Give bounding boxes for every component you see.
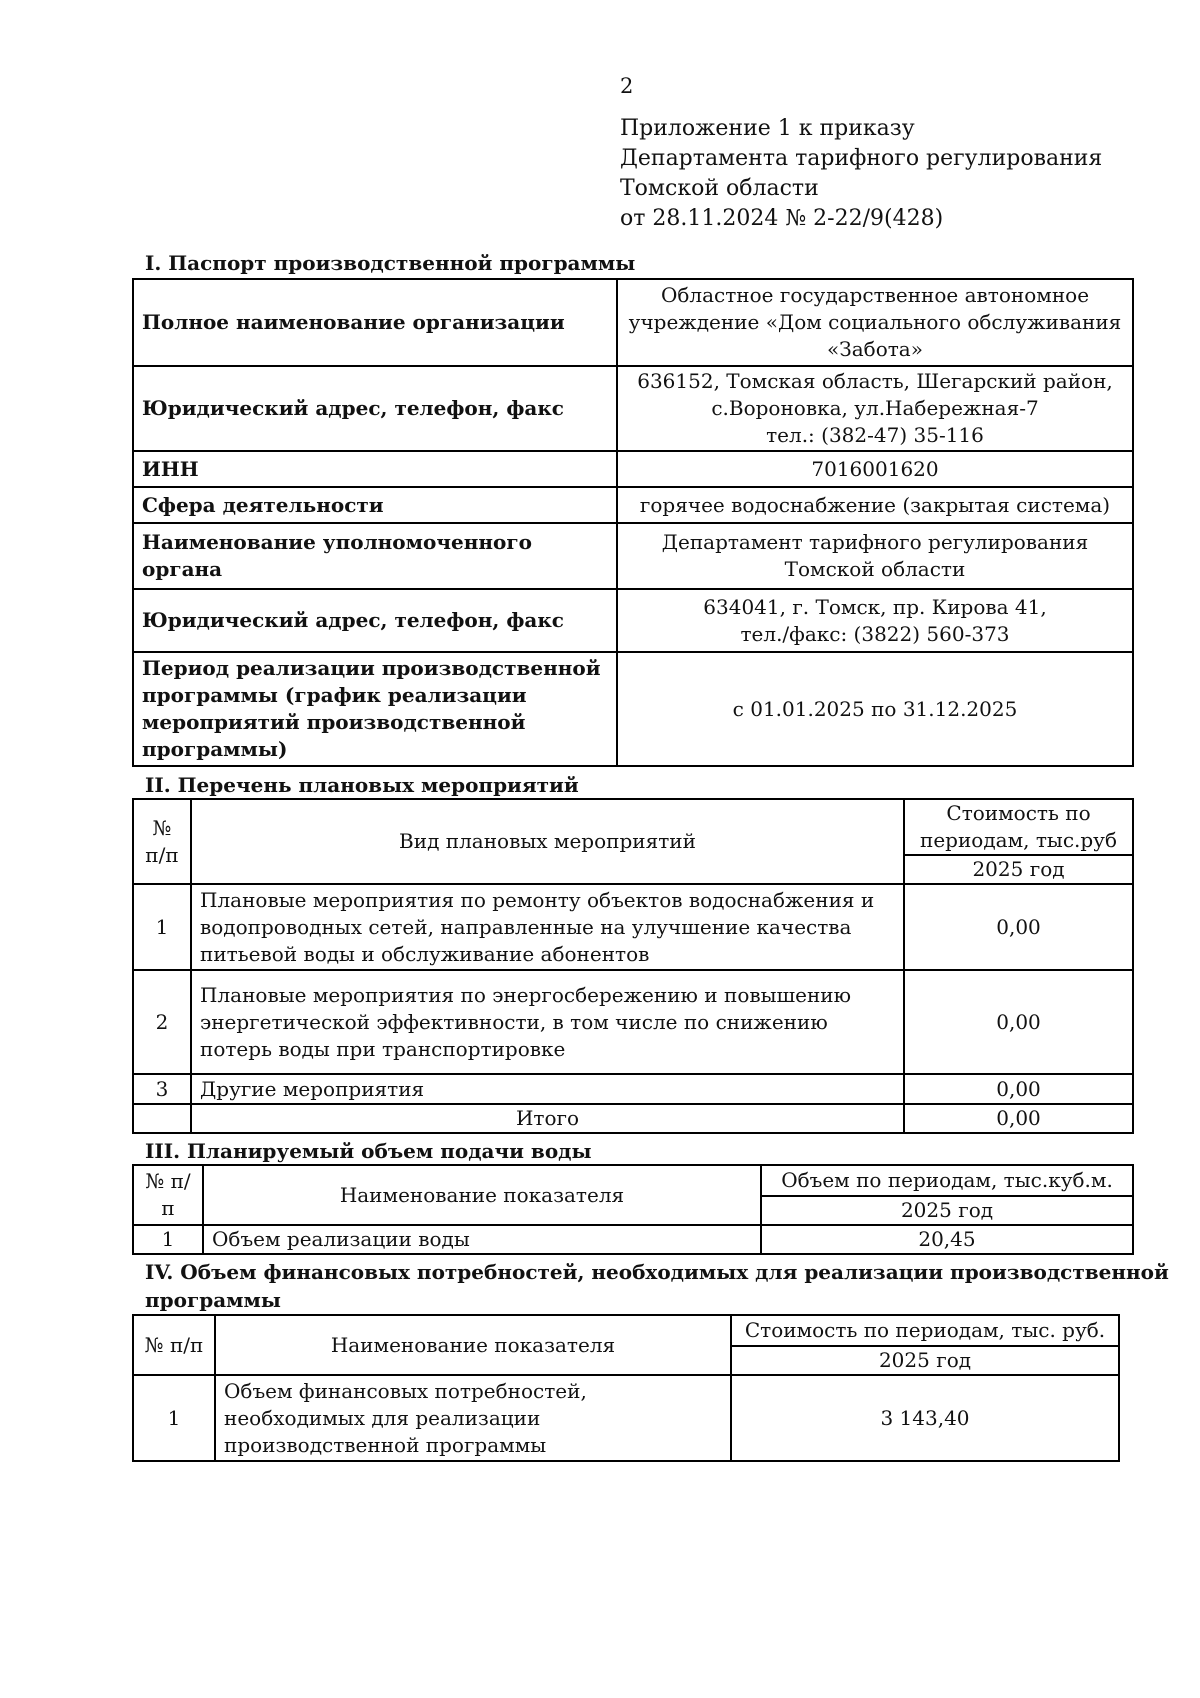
passport-value: Областное государственное автономное учреждение «Дом социального обслуживания «Забота» [617, 279, 1133, 366]
passport-label: Период реализации производственной программы (график реализации мероприятий производственной программы) [133, 652, 617, 766]
passport-value [617, 366, 1133, 451]
column-header-cost: Стоимость по периодам, тыс. руб. [731, 1315, 1119, 1346]
passport-value: Департамент тарифного регулирования Томской области [617, 523, 1133, 589]
table-row [133, 366, 1133, 451]
passport-label: ИНН [133, 451, 617, 487]
column-header-year: 2025 год [761, 1196, 1133, 1225]
column-header-volume: Объем по периодам, тыс.куб.м. [761, 1165, 1133, 1196]
row-number: 2 [133, 970, 191, 1074]
section-1-heading: I. Паспорт производственной программы [145, 251, 636, 275]
passport-label: Полное наименование организации [133, 279, 617, 366]
volume-table [132, 1164, 1134, 1255]
passport-value: горячее водоснабжение (закрытая система) [617, 487, 1133, 523]
measure-name: Плановые мероприятия по ремонту объектов водоснабжения и водопроводных сетей, направленные на улучшение качества питьевой воды и обслуживание абонентов [191, 884, 904, 970]
finance-table [132, 1314, 1120, 1462]
passport-label: Сфера деятельности [133, 487, 617, 523]
table-row [133, 487, 1133, 523]
address-line: с.Вороновка, ул.Набережная-7 [711, 396, 1039, 420]
section-2-heading: II. Перечень плановых мероприятий [145, 773, 579, 797]
measure-value: 0,00 [904, 884, 1133, 970]
approval-line: Департамента тарифного регулирования [620, 146, 1103, 171]
table-row [133, 589, 1133, 652]
table-row [133, 279, 1133, 366]
table-row [133, 1104, 1133, 1133]
empty-cell [133, 1104, 191, 1133]
column-header-number: № п/п [133, 799, 191, 884]
measure-value: 0,00 [904, 970, 1133, 1074]
passport-label: Юридический адрес, телефон, факс [133, 366, 617, 451]
approval-line: Томской области [620, 176, 819, 201]
approval-line: от 28.11.2024 № 2-22/9(428) [620, 206, 944, 231]
indicator-name: Объем финансовых потребностей, необходимых для реализации производственной программы [215, 1375, 731, 1461]
approval-line: Приложение 1 к приказу [620, 116, 915, 141]
total-value: 0,00 [904, 1104, 1133, 1133]
row-number: 1 [133, 1225, 203, 1254]
row-number: 3 [133, 1074, 191, 1104]
measure-name: Плановые мероприятия по энергосбережению и повышению энергетической эффективности, в том числе по снижению потерь воды при транспортировке [191, 970, 904, 1074]
table-row [133, 652, 1133, 766]
measures-table [132, 798, 1134, 1134]
table-row [133, 523, 1133, 589]
passport-value: 7016001620 [617, 451, 1133, 487]
column-header-name: Наименование показателя [203, 1165, 761, 1225]
indicator-name: Объем реализации воды [203, 1225, 761, 1254]
indicator-value: 20,45 [761, 1225, 1133, 1254]
column-header-year: 2025 год [904, 855, 1133, 884]
indicator-value: 3 143,40 [731, 1375, 1119, 1461]
measure-name: Другие мероприятия [191, 1074, 904, 1104]
table-row [133, 451, 1133, 487]
table-row [133, 1225, 1133, 1254]
passport-label: Юридический адрес, телефон, факс [133, 589, 617, 652]
column-header-year: 2025 год [731, 1346, 1119, 1375]
measure-value: 0,00 [904, 1074, 1133, 1104]
row-number: 1 [133, 1375, 215, 1461]
total-label: Итого [191, 1104, 904, 1133]
passport-value [617, 589, 1133, 652]
column-header-name: Наименование показателя [215, 1315, 731, 1375]
column-header-cost: Стоимость по периодам, тыс.руб [904, 799, 1133, 855]
address-line: 636152, Томская область, Шегарский район, [637, 369, 1113, 393]
row-number: 1 [133, 884, 191, 970]
table-row [133, 1375, 1119, 1461]
passport-table [132, 278, 1134, 767]
section-4-heading-cont: программы [145, 1288, 281, 1312]
passport-label: Наименование уполномоченного органа [133, 523, 617, 589]
section-4-heading: IV. Объем финансовых потребностей, необходимых для реализации производственной [145, 1260, 1169, 1284]
column-header-name: Вид плановых мероприятий [191, 799, 904, 884]
approval-block [620, 114, 1102, 234]
address-line: тел.: (382-47) 35-116 [766, 423, 984, 447]
address-line: 634041, г. Томск, пр. Кирова 41, [703, 594, 1047, 619]
page-number: 2 [620, 74, 634, 98]
address-line: тел./факс: (3822) 560-373 [740, 621, 1010, 646]
column-header-number: № п/п [133, 1315, 215, 1375]
column-header-number: № п/п [133, 1165, 203, 1225]
passport-value: с 01.01.2025 по 31.12.2025 [617, 652, 1133, 766]
table-row [133, 1165, 1133, 1196]
table-row [133, 970, 1133, 1074]
table-row [133, 1315, 1119, 1346]
table-row [133, 884, 1133, 970]
table-row [133, 1074, 1133, 1104]
section-3-heading: III. Планируемый объем подачи воды [145, 1139, 592, 1163]
table-row [133, 799, 1133, 855]
